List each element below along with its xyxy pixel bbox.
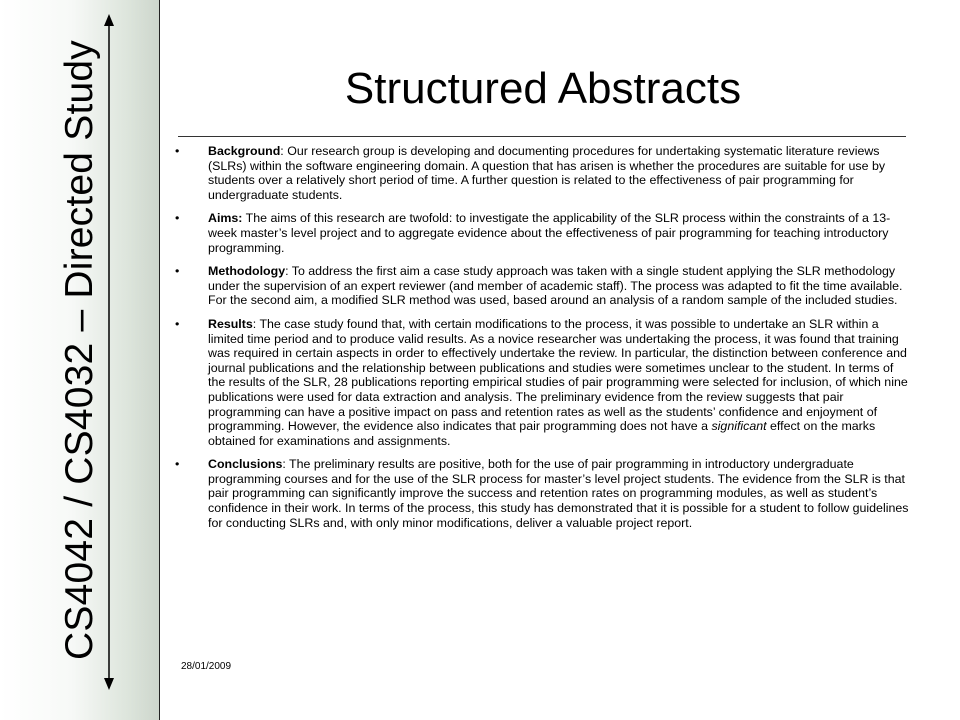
item-label: Aims: (208, 211, 243, 226)
bullet-icon: • (175, 211, 180, 226)
item-text: Our research group is developing and documenting procedures for undertaking systematic literature reviews (SLRs) within the software engineering domain. A question that has arisen is whether the procedures are suitable for use by students over a relatively short period of time. A further question is related to the effectiveness of pair programming for undergraduate students. (208, 144, 886, 202)
list-item-aims (175, 211, 910, 255)
bullet-icon: • (175, 144, 180, 158)
item-separator: : (252, 316, 260, 331)
bullet-icon: • (175, 264, 180, 279)
item-text: The preliminary results are positive, both for the use of pair programming in introductory undergraduate programming courses and for the use of the SLR process for master’s level project students. The evidence from the SLR is that pair programming can significantly improve the success and retention rates on programming modules, as well as student’s confidence in their work. In terms of the process, this study has demonstrated that it is possible for a student to follow guidelines for conducting SLRs and, with only minor modifications, deliver a valuable project report. (208, 457, 909, 530)
bullet-icon: • (175, 457, 180, 472)
item-text: The aims of this research are twofold: to investigate the applicability of the SLR process within the constraints of a 13-week master’s level project and to aggregate evidence about the effectiveness of pair programming for teaching introductory programming. (208, 211, 891, 255)
item-label: Results (208, 316, 253, 331)
slide-date: 28/01/2009 (181, 661, 232, 672)
bullet-icon: • (175, 316, 180, 331)
double-arrow-icon (102, 14, 116, 690)
title-divider (178, 136, 906, 137)
list-item-results (175, 317, 910, 448)
item-text-after: effect on the marks obtained for examinations and assignments. (208, 419, 876, 448)
item-label: Methodology (208, 264, 286, 279)
item-label: Conclusions (208, 457, 283, 472)
item-text: To address the first aim a case study approach was taken with a single student applying the SLR methodology under the supervision of an expert reviewer (and member of academic staff). The process was adapted to fit the time available. For the second aim, a modified SLR method was used, based around an analysis of a random sample of the included studies. (208, 264, 903, 308)
item-separator: : (280, 144, 288, 158)
item-label: Background (208, 144, 281, 158)
slide-title: Structured Abstracts (344, 64, 742, 113)
course-title: CS4042 / CS4032 – Directed Study (58, 40, 101, 660)
item-emphasis: significant (711, 419, 767, 434)
abstract-list (175, 144, 910, 539)
course-title-container (55, 10, 105, 690)
list-item-methodology (175, 264, 910, 308)
item-separator: : (282, 457, 290, 472)
sidebar-panel (0, 0, 160, 720)
list-item-background (175, 144, 910, 202)
item-separator: : (285, 264, 292, 279)
list-item-conclusions (175, 457, 910, 530)
item-text: The case study found that, with certain modifications to the process, it was possible to undertake an SLR within a limited time period and to produce valid results. As a novice researcher was undertaking the process, it was found that training was required in certain aspects in order to effectively undertake the review. In particular, the distinction between conference and journal publications and the relationship between publications and studies were sometimes unclear to the student. In terms of the results of the SLR, 28 publications reporting empirical studies of pair programming were selected for inclusion, of which nine publications were used for data extraction and analysis. The preliminary evidence from the review suggests that pair programming can have a positive impact on pass and retention rates as well as the students’ confidence and enjoyment of programming. However, the evidence also indicates that pair programming does not have a (208, 316, 908, 434)
